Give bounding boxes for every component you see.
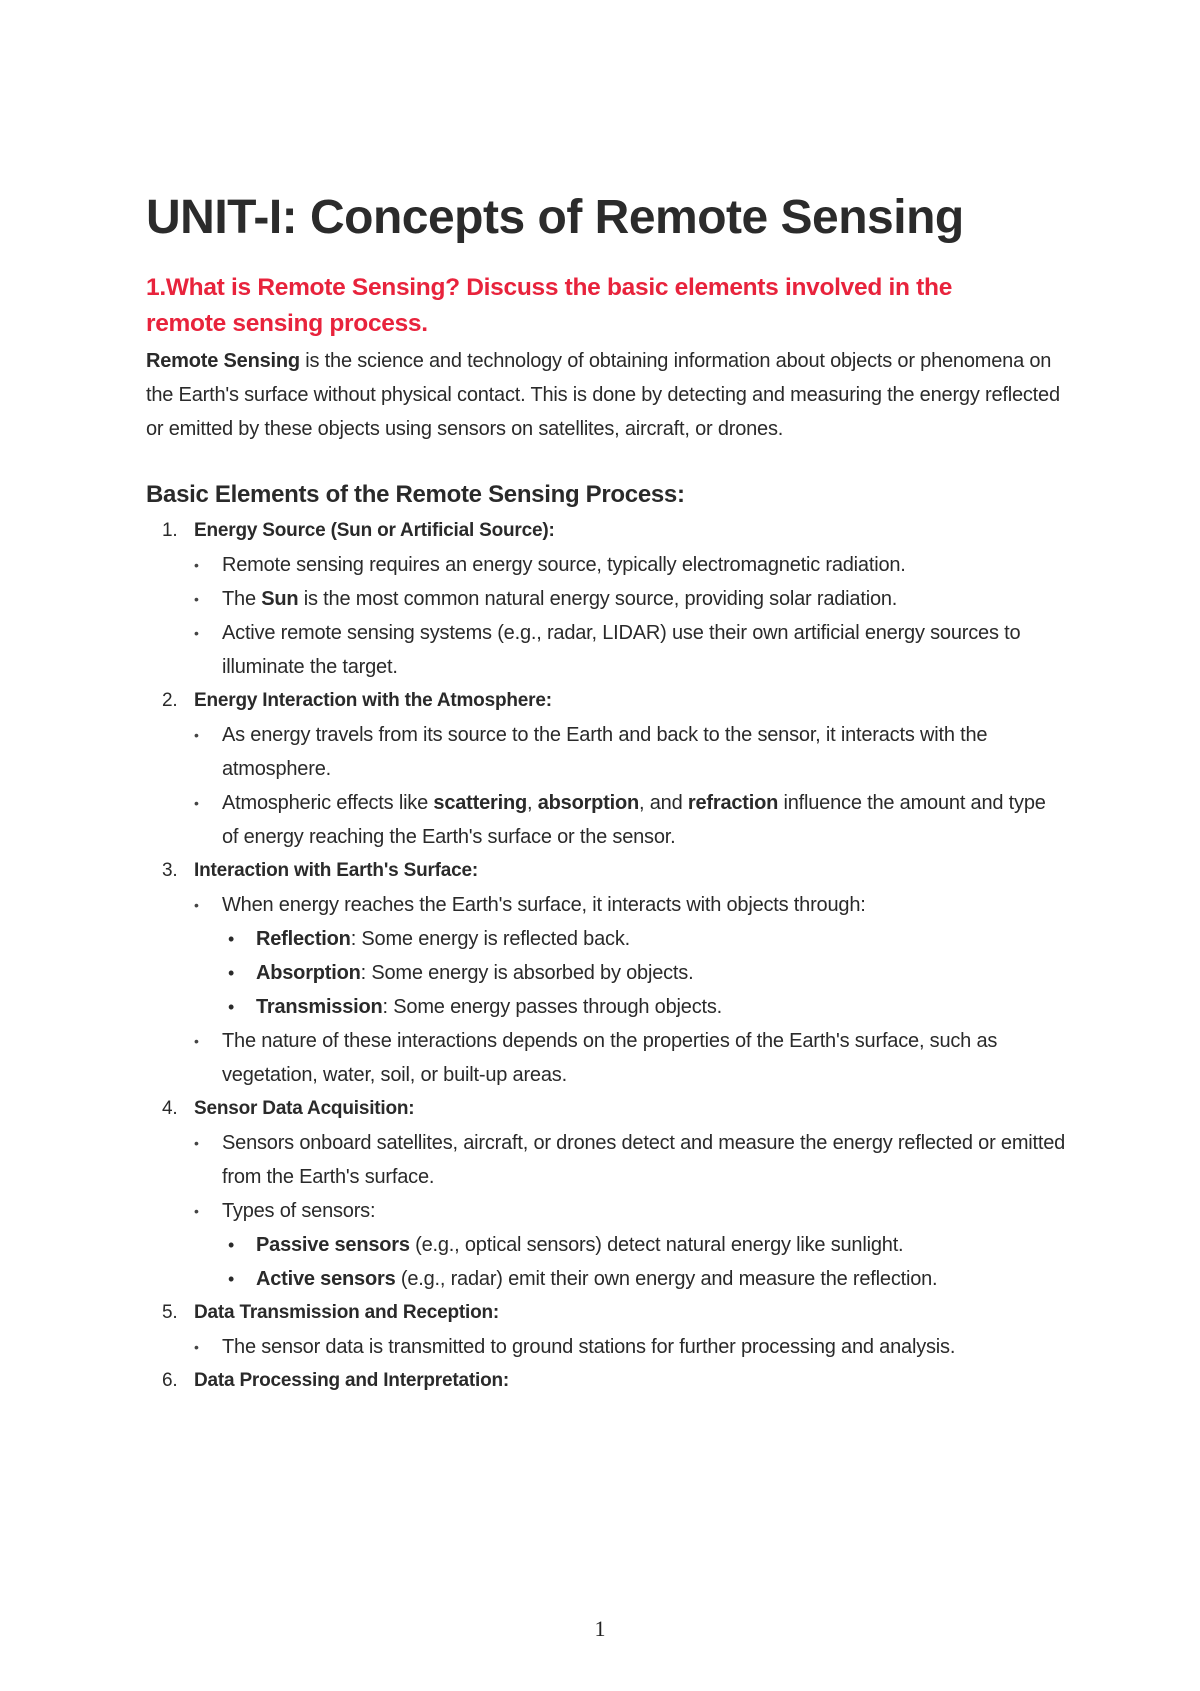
sub-bullet-text: (e.g., optical sensors) detect natural energy like sunlight. [409,1234,904,1256]
step-title: Energy Source (Sun or Artificial Source): [194,520,555,541]
bullet-item [194,718,1066,786]
bullet-item [194,1024,1066,1092]
step-bullets [194,888,1066,1092]
bullet-item [194,1126,1066,1194]
bullet-text: Atmospheric effects like [222,792,434,814]
sub-bullet-text: : Some energy is reflected back. [350,928,630,950]
bullet-text: As energy travels from its source to the Earth and back to the sensor, it interacts with the atmosphere. [222,724,988,780]
step-title: Data Processing and Interpretation: [194,1370,510,1391]
sub-bullet-bold: Absorption [256,962,361,984]
bullet-item [194,888,1066,1024]
question-line-1: 1.What is Remote Sensing? Discuss the basic elements involved in the [146,274,953,301]
step-number: 3. [162,860,178,881]
step-title: Energy Interaction with the Atmosphere: [194,690,552,711]
question-heading [146,270,1066,342]
sub-bullet-text: : Some energy is absorbed by objects. [360,962,694,984]
bullet-bold: absorption [537,792,640,814]
step-title: Interaction with Earth's Surface: [194,860,479,881]
bullet-text: , [526,792,538,814]
step-title: Data Transmission and Reception: [194,1302,500,1323]
step-title: Sensor Data Acquisition: [194,1098,415,1119]
sub-bullet-bold: Transmission [256,996,383,1018]
step-item [146,1092,1066,1296]
intro-text: is the science and technology of obtaining information about objects or phenomena on the Earth's surface without physical contact. This is done by detecting and measuring the energy reflected or emitted by these objects using sensors on satellites, aircraft, or drones. [146,350,1060,440]
sub-bullet-text: (e.g., radar) emit their own energy and measure the reflection. [395,1268,938,1290]
step-number: 6. [162,1370,178,1391]
bullet-item [194,582,1066,616]
bullet-text: The nature of these interactions depends on the properties of the Earth's surface, such as vegetation, water, soil, or built-up areas. [222,1030,998,1086]
bullet-item [194,1194,1066,1296]
step-bullets [194,548,1066,684]
page-number: 1 [594,1616,606,1641]
step-number: 5. [162,1302,178,1323]
step-number: 1. [162,520,178,541]
bullet-item [194,1330,1066,1364]
bullet-text: Sensors onboard satellites, aircraft, or drones detect and measure the energy reflected or emitted from the Earth's surface. [222,1132,1066,1188]
sub-bullet-text: : Some energy passes through objects. [382,996,723,1018]
intro-paragraph [146,344,1066,446]
bullet-text: Types of sensors: [222,1200,376,1222]
sub-bullet-item [222,1262,1066,1296]
bullet-bold: Sun [261,588,299,610]
bullet-text: influence the amount and type of energy reaching the Earth's surface or the sensor. [222,792,1046,848]
bullet-item [194,548,1066,582]
bullet-text: The sensor data is transmitted to ground stations for further processing and analysis. [222,1336,956,1358]
bullet-item [194,616,1066,684]
bullet-text: , and [639,792,688,814]
sub-bullet-item [222,956,1066,990]
sub-bullets [222,922,1066,1024]
unit-title: UNIT-I: Concepts of Remote Sensing [146,191,964,244]
step-item [146,1296,1066,1364]
step-item [146,1364,1066,1398]
sub-bullet-item [222,990,1066,1024]
sub-bullet-bold: Active sensors [256,1268,396,1290]
step-bullets [194,1126,1066,1296]
step-item [146,854,1066,1092]
bullet-text: Remote sensing requires an energy source, typically electromagnetic radiation. [222,554,906,576]
bullet-item [194,786,1066,854]
intro-term: Remote Sensing [146,350,300,372]
step-bullets [194,718,1066,854]
sub-bullet-item [222,922,1066,956]
elements-list [146,514,1066,1398]
sub-bullets [222,1228,1066,1296]
page-content [146,188,1066,1398]
sub-bullet-item [222,1228,1066,1262]
question-line-2: remote sensing process. [146,310,428,337]
step-item [146,514,1066,684]
step-number: 2. [162,690,178,711]
sub-bullet-bold: Passive sensors [256,1234,410,1256]
bullet-text: is the most common natural energy source, providing solar radiation. [298,588,898,610]
bullet-text: Active remote sensing systems (e.g., radar, LIDAR) use their own artificial energy sources to illuminate the target. [222,622,1021,678]
step-bullets [194,1330,1066,1364]
section-heading: Basic Elements of the Remote Sensing Process: [146,481,685,508]
bullet-text: When energy reaches the Earth's surface, it interacts with objects through: [222,894,866,916]
step-number: 4. [162,1098,178,1119]
bullet-text: The [222,588,262,610]
sub-bullet-bold: Reflection [256,928,351,950]
step-item [146,684,1066,854]
bullet-bold: scattering [433,792,527,814]
bullet-bold: refraction [687,792,779,814]
